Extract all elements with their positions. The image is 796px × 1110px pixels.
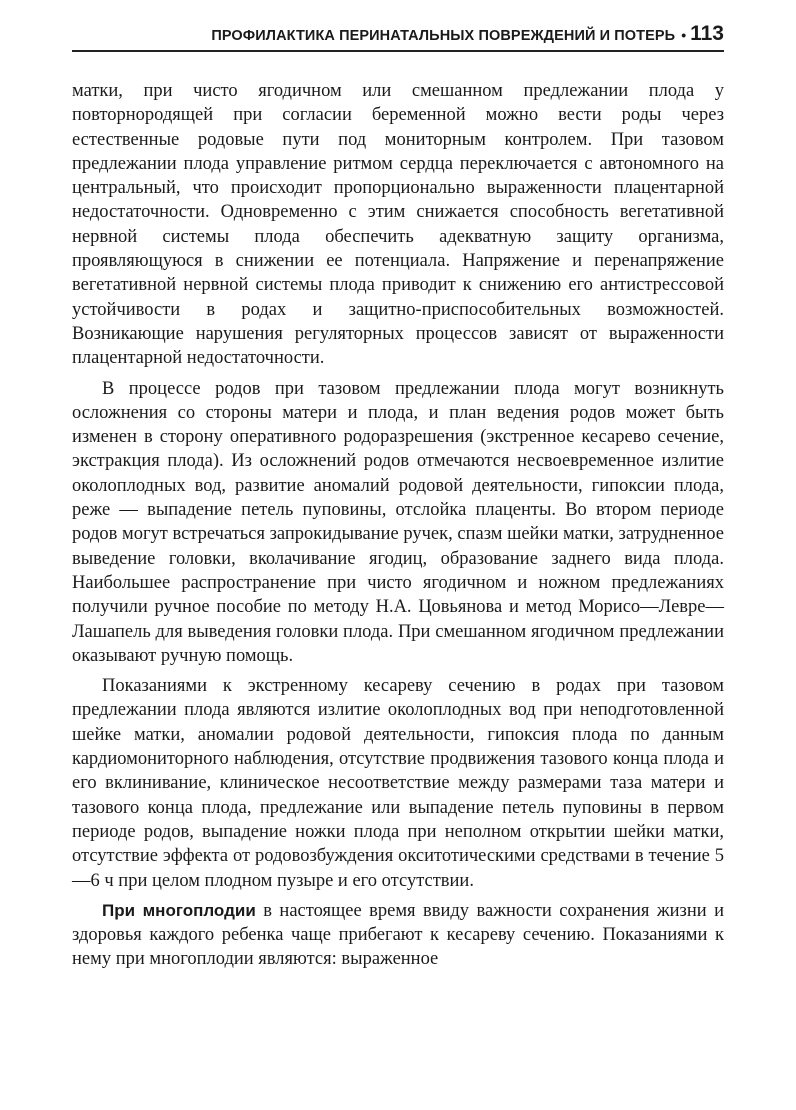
paragraph-text: матки, при чисто ягодичном или смешанном предлежании плода у повторнородящей при согласии беременной можно вести роды через естественные родовые пути под мониторным контролем. При тазовом предлежании плода управление ритмом сердца переключается с автономного на центральный, что происходит пропорционально выраженности плацентарной недостаточности. Одновременно с этим снижается способность вегетативной нервной системы плода обеспечить адекватную защиту организма, проявляющуюся в снижении ее потенциала. Напряжение и перенапряжение вегетативной нервной системы плода приводит к снижению его антистрессовой устойчивости в родах и защитно-приспособительных возможностей. Возникающие нарушения регуляторных процессов зависят от выраженности плацентарной недостаточности. xyxy=(72,81,724,369)
paragraph-text: Показаниями к экстренному кесареву сечению в родах при тазовом предлежании плода являются излитие околоплодных вод при неподготовленной шейке матки, аномалии родовой деятельности, гипоксия плода по данным кардиомониторного наблюдения, отсутствие продвижения тазового конца плода и его вклинивание, клиническое несоответствие между размерами таза матери и тазового конца плода, предлежание или выпадение петель пуповины в первом периоде родов, выпадение ножки плода при неполном открытии шейки матки, отсутствие эффекта от родовозбуждения окситотическими средствами в течение 5—6 ч при целом плодном пузыре и его отсутствии. xyxy=(72,676,724,891)
paragraph-lead-term: При многоплодии xyxy=(102,900,256,920)
header-bullet: • xyxy=(681,27,687,43)
running-header xyxy=(72,22,724,52)
paragraph-multiple-pregnancy xyxy=(72,899,724,972)
paragraph-text: в настоящее время ввиду важности сохранения жизни и здоровья каждого ребенка чаще прибегают к кесареву сечению. Показаниями к нему при многоплодии являются: выраженное xyxy=(72,900,724,970)
header-title: ПРОФИЛАКТИКА ПЕРИНАТАЛЬНЫХ ПОВРЕЖДЕНИЙ И ПОТЕРЬ xyxy=(211,28,676,44)
paragraph-indications xyxy=(72,674,724,893)
paragraph-complications xyxy=(72,377,724,669)
page-number: 113 xyxy=(690,22,724,45)
paragraph-text: В процессе родов при тазовом предлежании плода могут возникнуть осложнения со стороны матери и плода, и план ведения родов может быть изменен в сторону оперативного родоразрешения (экстренное кесарево сечение, экстракция плода). Из осложнений родов отмечаются несвоевременное излитие околоплодных вод, развитие аномалий родовой деятельности, гипоксии плода, реже — выпадение петель пуповины, отслойка плаценты. Во втором периоде родов могут встречаться запрокидывание ручек, спазм шейки матки, затрудненное выведение головки, вколачивание ягодиц, образование заднего вида плода. Наибольшее распространение при чисто ягодичном и ножном предлежаниях получили ручное пособие по методу Н.А. Цовьянова и метод Морисо—Левре—Лашапель для выведения головки плода. При смешанном ягодичном предлежании оказывают ручную помощь. xyxy=(72,378,724,666)
body-text xyxy=(72,79,724,978)
paragraph-continuation xyxy=(72,79,724,371)
